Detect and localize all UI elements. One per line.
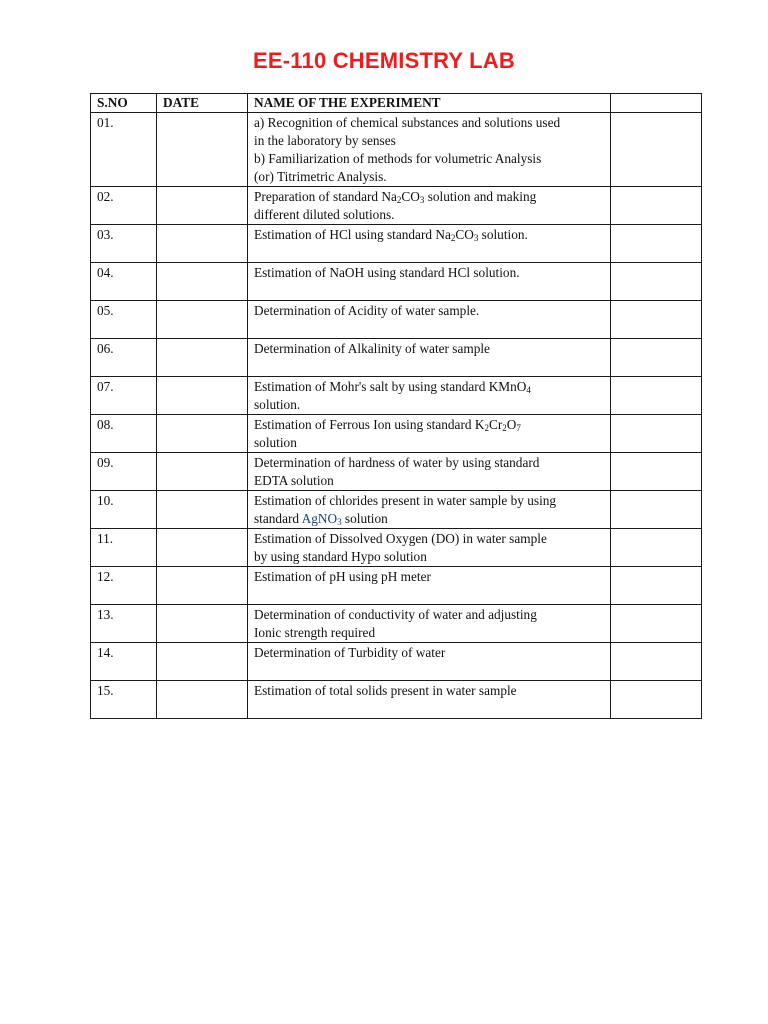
experiment-text-line xyxy=(254,472,604,490)
table-row xyxy=(91,491,702,529)
experiment-text: different diluted solutions. xyxy=(254,207,395,222)
experiment-text-line xyxy=(254,434,604,452)
chemical-subscript: 2 xyxy=(484,423,489,433)
table-row xyxy=(91,301,702,339)
cell-experiment-name xyxy=(248,567,611,605)
cell-experiment-name xyxy=(248,187,611,225)
experiment-text: EDTA solution xyxy=(254,473,334,488)
cell-blank xyxy=(611,529,702,567)
experiment-text-line xyxy=(254,226,604,244)
cell-sno: 01. xyxy=(91,113,157,187)
cell-experiment-name xyxy=(248,339,611,377)
experiment-text: Determination of hardness of water by using standard xyxy=(254,455,540,470)
experiment-text: Estimation of pH using pH meter xyxy=(254,569,431,584)
cell-date xyxy=(157,225,248,263)
cell-experiment-name xyxy=(248,681,611,719)
chemical-subscript: 2 xyxy=(396,195,402,205)
cell-date xyxy=(157,605,248,643)
experiment-text: solution xyxy=(254,435,297,450)
cell-date xyxy=(157,339,248,377)
cell-sno: 03. xyxy=(91,225,157,263)
experiment-text: Estimation of HCl using standard Na xyxy=(254,227,451,242)
table-row xyxy=(91,605,702,643)
cell-experiment-name xyxy=(248,643,611,681)
table-header-row xyxy=(91,94,702,113)
cell-sno: 05. xyxy=(91,301,157,339)
table-row xyxy=(91,225,702,263)
cell-date xyxy=(157,491,248,529)
experiment-text-line xyxy=(254,510,604,528)
table-row xyxy=(91,529,702,567)
experiment-text: CO xyxy=(401,189,420,204)
header-blank xyxy=(611,94,702,113)
cell-date xyxy=(157,453,248,491)
cell-blank xyxy=(611,301,702,339)
experiment-table xyxy=(90,93,702,719)
experiment-text-line xyxy=(254,150,604,168)
cell-experiment-name xyxy=(248,377,611,415)
chemical-subscript: 2 xyxy=(450,233,456,243)
experiment-text-line xyxy=(254,530,604,548)
experiment-text: in the laboratory by senses xyxy=(254,133,396,148)
experiment-text: O xyxy=(506,417,517,432)
cell-sno: 08. xyxy=(91,415,157,453)
experiment-text-line xyxy=(254,378,604,396)
table-row xyxy=(91,339,702,377)
experiment-text: AgNO xyxy=(301,511,338,526)
experiment-text-line xyxy=(254,206,604,224)
table-row xyxy=(91,643,702,681)
experiment-text-line xyxy=(254,132,604,150)
cell-sno: 09. xyxy=(91,453,157,491)
experiment-text: Ionic strength required xyxy=(254,625,376,640)
experiment-text-line xyxy=(254,416,604,434)
experiment-text: Estimation of Dissolved Oxygen (DO) in water sample xyxy=(254,531,547,546)
cell-experiment-name xyxy=(248,605,611,643)
table-row xyxy=(91,377,702,415)
experiment-text: by using standard Hypo solution xyxy=(254,549,427,564)
experiment-text: (or) Titrimetric Analysis. xyxy=(254,169,387,184)
experiment-text-line xyxy=(254,454,604,472)
cell-blank xyxy=(611,681,702,719)
experiment-text-line xyxy=(254,264,604,282)
cell-blank xyxy=(611,415,702,453)
experiment-text: solution xyxy=(341,511,388,526)
experiment-text: CO xyxy=(455,227,474,242)
experiment-text-line xyxy=(254,302,604,320)
cell-date xyxy=(157,643,248,681)
cell-blank xyxy=(611,643,702,681)
experiment-text-line xyxy=(254,168,604,186)
experiment-text-line xyxy=(254,188,604,206)
experiment-text: standard xyxy=(254,511,302,526)
cell-blank xyxy=(611,567,702,605)
header-date: DATE xyxy=(157,94,248,113)
page-title: EE-110 CHEMISTRY LAB xyxy=(253,48,515,73)
cell-experiment-name xyxy=(248,453,611,491)
cell-sno: 04. xyxy=(91,263,157,301)
experiment-text-line xyxy=(254,396,604,414)
cell-sno: 02. xyxy=(91,187,157,225)
cell-sno: 14. xyxy=(91,643,157,681)
experiment-text: Determination of Acidity of water sample. xyxy=(254,303,480,318)
chemical-subscript: 2 xyxy=(502,423,507,433)
chemical-subscript: 7 xyxy=(516,423,521,433)
table-body xyxy=(91,113,702,719)
cell-blank xyxy=(611,605,702,643)
chemical-subscript: 3 xyxy=(337,517,342,527)
experiment-text: Estimation of Ferrous Ion using standard K xyxy=(254,417,485,432)
experiment-text: Determination of conductivity of water and adjusting xyxy=(254,607,537,622)
cell-blank xyxy=(611,491,702,529)
experiment-text-line xyxy=(254,606,604,624)
chemical-subscript: 3 xyxy=(419,195,425,205)
table-row xyxy=(91,187,702,225)
experiment-text-line xyxy=(254,624,604,642)
cell-date xyxy=(157,529,248,567)
experiment-text-line xyxy=(254,340,604,358)
cell-blank xyxy=(611,187,702,225)
cell-sno: 10. xyxy=(91,491,157,529)
cell-blank xyxy=(611,263,702,301)
header-sno: S.NO xyxy=(91,94,157,113)
cell-blank xyxy=(611,377,702,415)
cell-experiment-name xyxy=(248,113,611,187)
cell-experiment-name xyxy=(248,225,611,263)
experiment-text-line xyxy=(254,644,604,662)
experiment-text: b) Familiarization of methods for volumetric Analysis xyxy=(254,151,542,166)
cell-date xyxy=(157,113,248,187)
cell-experiment-name xyxy=(248,529,611,567)
cell-blank xyxy=(611,453,702,491)
cell-sno: 13. xyxy=(91,605,157,643)
experiment-text: solution. xyxy=(254,397,301,412)
experiment-text: Cr xyxy=(488,417,503,432)
chemical-subscript: 4 xyxy=(526,385,531,395)
cell-date xyxy=(157,377,248,415)
cell-experiment-name xyxy=(248,491,611,529)
experiment-text-line xyxy=(254,114,604,132)
cell-sno: 12. xyxy=(91,567,157,605)
experiment-text: solution and making xyxy=(424,189,537,204)
cell-date xyxy=(157,567,248,605)
experiment-text: Estimation of chlorides present in water sample by using xyxy=(254,493,557,508)
chemical-subscript: 3 xyxy=(473,233,479,243)
table-row xyxy=(91,263,702,301)
experiment-text: Estimation of Mohr's salt by using standard KMnO xyxy=(254,379,527,394)
cell-date xyxy=(157,301,248,339)
cell-date xyxy=(157,187,248,225)
table-row xyxy=(91,567,702,605)
experiment-text: Determination of Alkalinity of water sample xyxy=(254,341,490,356)
cell-date xyxy=(157,415,248,453)
experiment-text: Determination of Turbidity of water xyxy=(254,645,446,660)
cell-blank xyxy=(611,113,702,187)
experiment-text: a) Recognition of chemical substances and solutions used xyxy=(254,115,561,130)
cell-experiment-name xyxy=(248,263,611,301)
table-row xyxy=(91,453,702,491)
experiment-text-line xyxy=(254,568,604,586)
cell-blank xyxy=(611,225,702,263)
cell-sno: 06. xyxy=(91,339,157,377)
cell-sno: 11. xyxy=(91,529,157,567)
header-experiment-name: NAME OF THE EXPERIMENT xyxy=(248,94,611,113)
cell-sno: 07. xyxy=(91,377,157,415)
cell-date xyxy=(157,681,248,719)
experiment-text-line xyxy=(254,548,604,566)
experiment-text: Estimation of total solids present in water sample xyxy=(254,683,517,698)
experiment-text-line xyxy=(254,492,604,510)
table-row xyxy=(91,681,702,719)
experiment-text-line xyxy=(254,682,604,700)
cell-date xyxy=(157,263,248,301)
table-row xyxy=(91,113,702,187)
experiment-text: Estimation of NaOH using standard HCl solution. xyxy=(254,265,520,280)
cell-experiment-name xyxy=(248,415,611,453)
cell-blank xyxy=(611,339,702,377)
cell-sno: 15. xyxy=(91,681,157,719)
table-row xyxy=(91,415,702,453)
experiment-text: Preparation of standard Na xyxy=(254,189,397,204)
cell-experiment-name xyxy=(248,301,611,339)
experiment-text: solution. xyxy=(478,227,528,242)
